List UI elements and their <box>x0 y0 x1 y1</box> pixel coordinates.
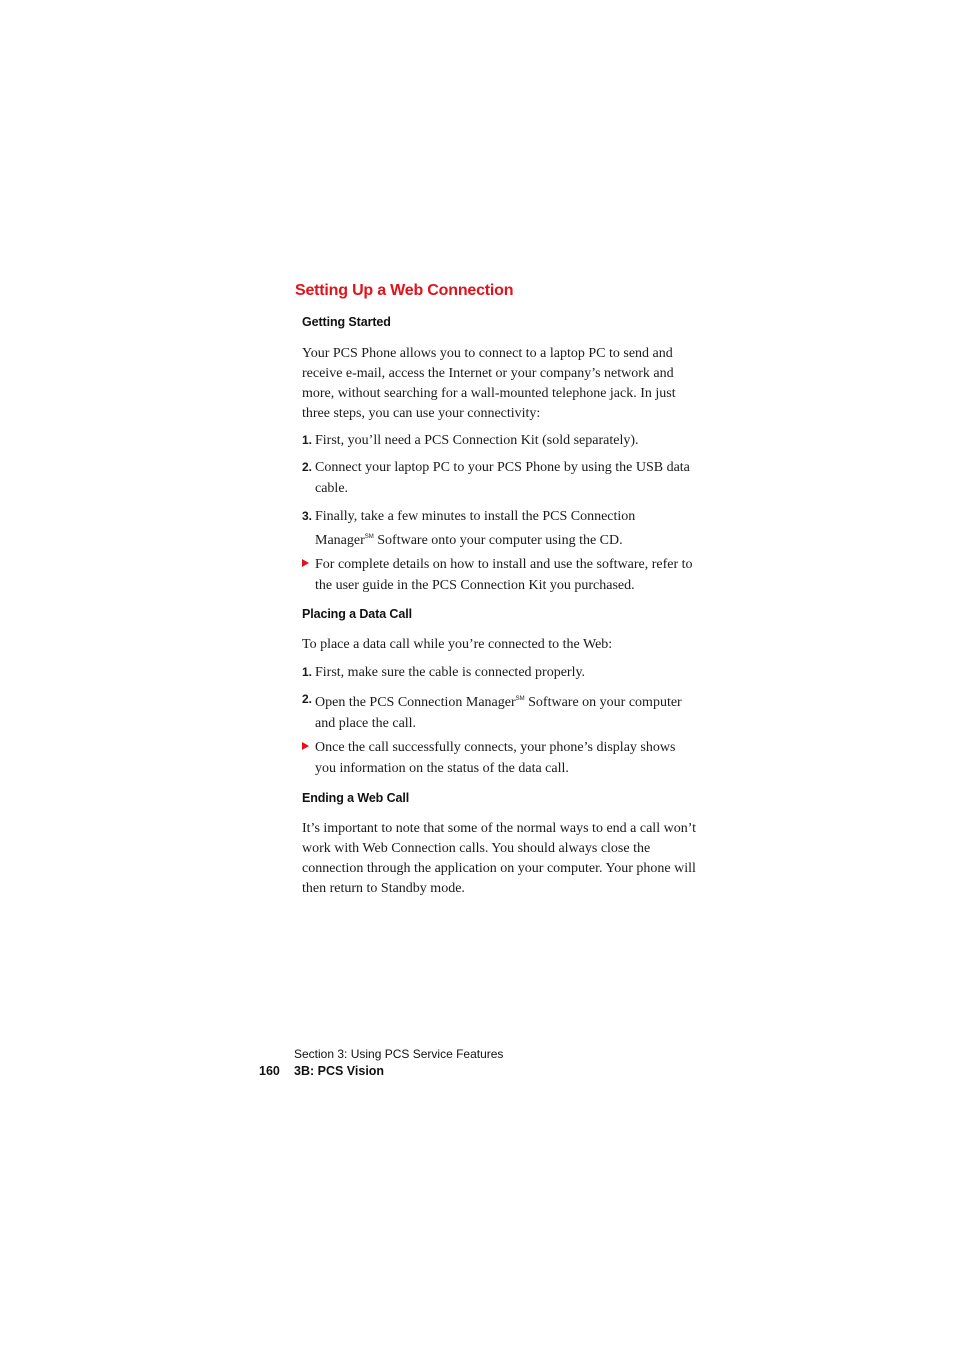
page-number: 160 <box>259 1064 280 1078</box>
footer-section: Section 3: Using PCS Service Features <box>294 1047 504 1061</box>
placing-call-intro: To place a data call while you’re connected to the Web: <box>302 637 613 652</box>
placing-call-heading: Placing a Data Call <box>302 607 412 621</box>
step-text: First, you’ll need a PCS Connection Kit (sold separately). <box>315 433 639 448</box>
step-text-before: Finally, take a few minutes to install the PCS Connection Manager <box>315 509 636 548</box>
step-text-after: Software on your computer and place the call. <box>315 695 682 731</box>
service-mark: SM <box>515 696 525 702</box>
ending-call-body: It’s important to note that some of the normal ways to end a call won’t work with Web Connection calls. You should always close the connection through the application on your computer. Your phone will then return to Standby mode. <box>302 821 696 896</box>
footer-chapter: 3B: PCS Vision <box>294 1064 385 1078</box>
triangle-bullet-icon <box>302 559 309 567</box>
step-number: 3. <box>302 509 313 523</box>
step-text: First, make sure the cable is connected properly. <box>315 665 586 680</box>
list-item <box>302 689 697 734</box>
service-mark: SM <box>364 534 374 540</box>
note-text: Once the call successfully connects, your phone’s display shows you information on the status of the data call. <box>315 740 676 776</box>
step-text: Connect your laptop PC to your PCS Phone by using the USB data cable. <box>315 460 690 496</box>
step-number: 2. <box>302 460 313 474</box>
list-item <box>302 457 697 499</box>
triangle-bullet-icon <box>302 742 309 750</box>
note-item <box>302 554 697 596</box>
note-text: For complete details on how to install and use the software, refer to the user guide in the PCS Connection Kit you purchased. <box>315 557 693 593</box>
step-number: 1. <box>302 433 313 447</box>
step-text-before: Open the PCS Connection Manager <box>315 695 516 710</box>
page-title: Setting Up a Web Connection <box>295 282 514 299</box>
ending-call-heading: Ending a Web Call <box>302 791 410 805</box>
note-item <box>302 737 697 779</box>
getting-started-heading: Getting Started <box>302 315 391 329</box>
step-number: 2. <box>302 692 313 706</box>
step-number: 1. <box>302 665 313 679</box>
list-item <box>302 662 697 683</box>
list-item <box>302 506 697 551</box>
step-text-after: Software onto your computer using the CD. <box>373 533 623 548</box>
list-item <box>302 430 697 451</box>
getting-started-intro: Your PCS Phone allows you to connect to a laptop PC to send and receive e-mail, access the Internet or your company’s network and more, without searching for a wall-mounted telephone jack. In just three steps, you can use your connectivity: <box>302 346 676 421</box>
